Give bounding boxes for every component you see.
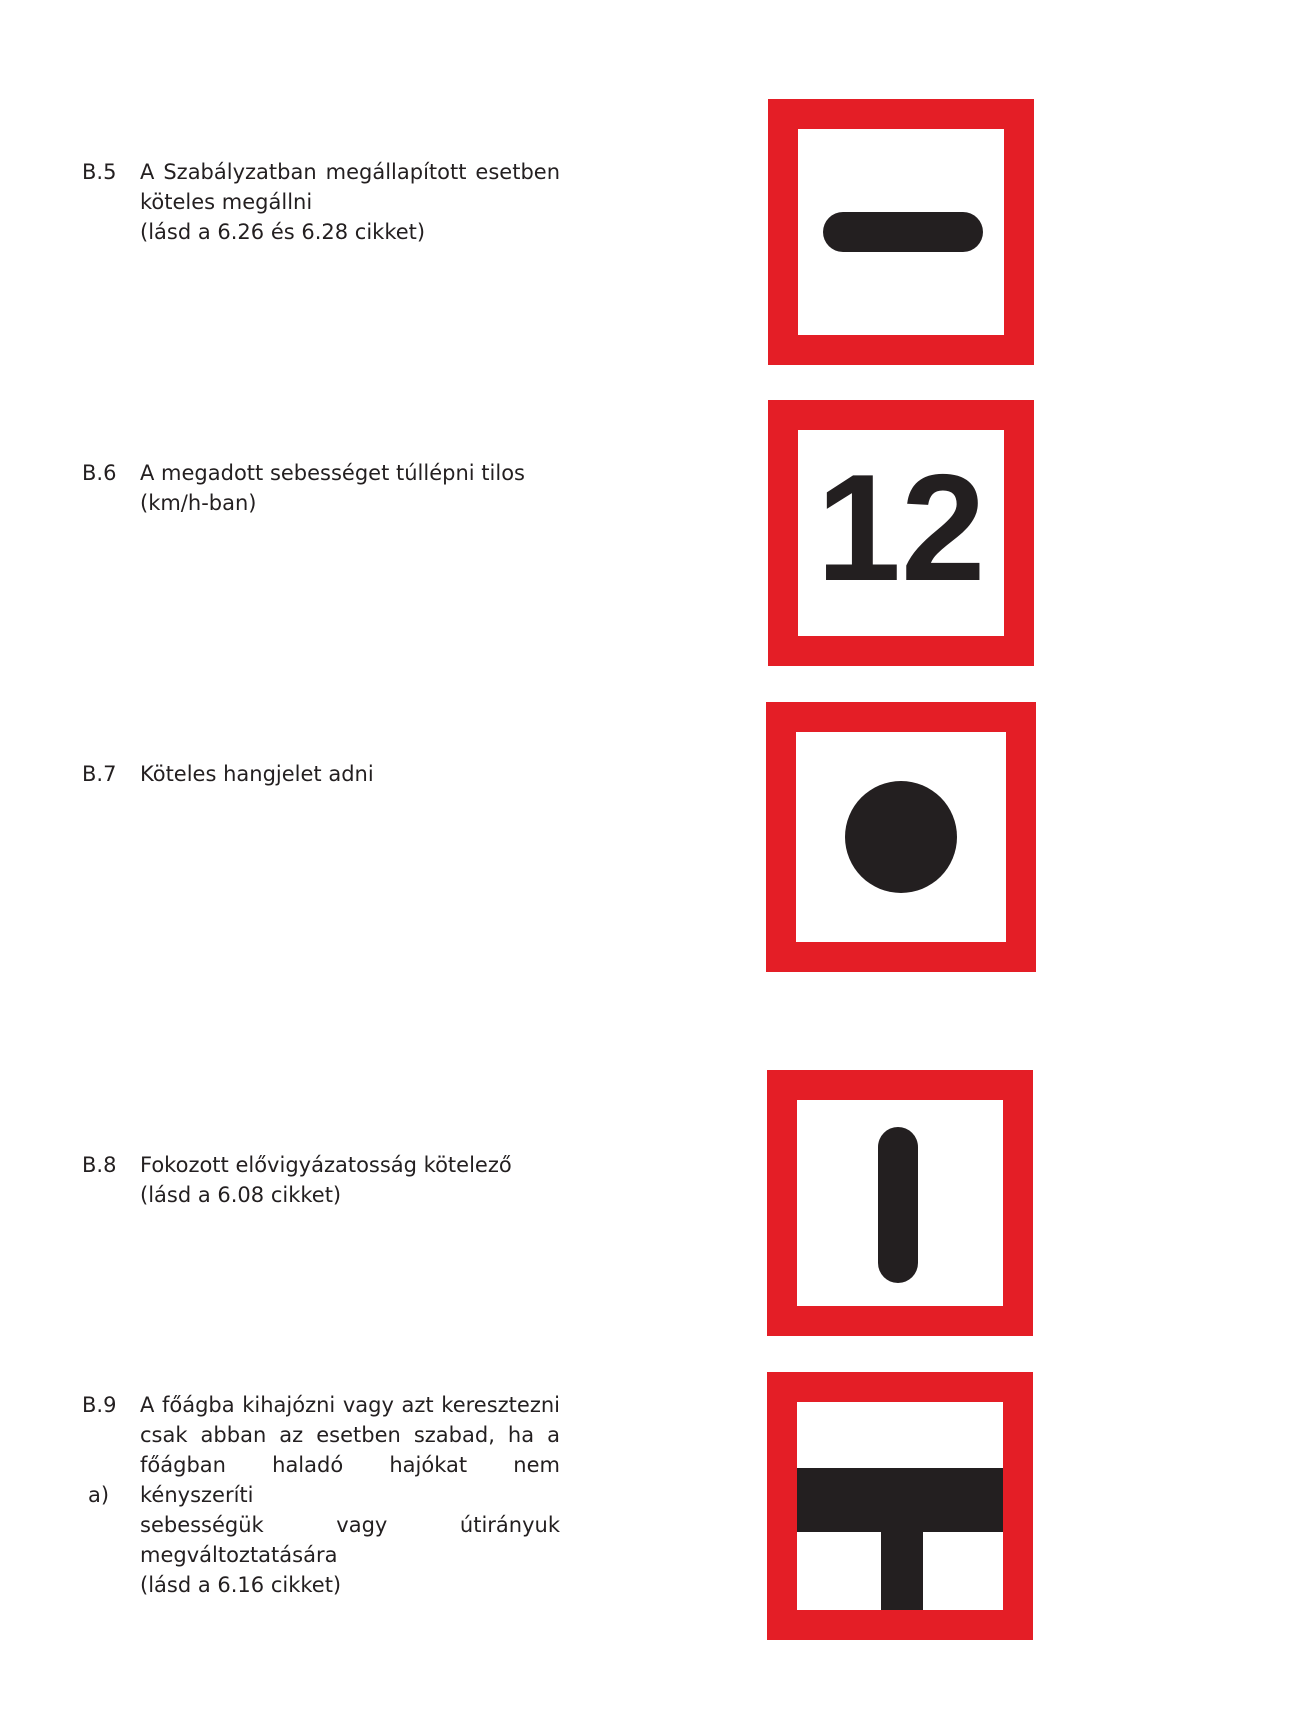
entry-b8 (82, 1150, 560, 1210)
entry-text-line: (lásd a 6.26 és 6.28 cikket) (140, 220, 426, 244)
filled-circle-shape (845, 781, 957, 893)
sign-b7-filled-circle-icon (766, 702, 1036, 972)
entry-text-line: Köteles hangjelet adni (140, 762, 374, 786)
entry-code: B.6 (82, 461, 117, 485)
entry-text-line: A megadott sebességet túllépni tilos (140, 461, 525, 485)
entry-text-line: köteles megállni (140, 190, 313, 214)
entry-text (140, 1150, 560, 1210)
entry-text-line: sebességük vagy útirányuk (140, 1513, 560, 1537)
entry-text-line: (lásd a 6.16 cikket) (140, 1573, 342, 1597)
sign-b9-t-junction-icon (767, 1372, 1033, 1640)
sign-b8-vertical-bar-icon (767, 1070, 1033, 1336)
entry-code: B.7 (82, 762, 117, 786)
entry-text-line: (km/h-ban) (140, 491, 257, 515)
entry-text (140, 1390, 560, 1600)
entry-code: B.9 (82, 1393, 117, 1417)
entry-text-line: A Szabályzatban megállapított esetben (140, 160, 560, 184)
side-channel-shape (881, 1530, 923, 1610)
entry-text-line: megváltoztatására (140, 1543, 338, 1567)
entry-text (140, 458, 560, 518)
entry-code: B.8 (82, 1153, 117, 1177)
entry-b5 (82, 157, 560, 247)
entry-text-line: csak abban az esetben szabad, ha a (140, 1423, 560, 1447)
sign-b6-speed-limit-icon (768, 400, 1034, 666)
entry-text-line: Fokozott elővigyázatosság kötelező (140, 1153, 512, 1177)
entry-code: B.5 (82, 160, 117, 184)
entry-b9 (82, 1390, 560, 1600)
entry-text-line: főágban haladó hajókat nem kényszeríti (140, 1453, 560, 1507)
entry-text (140, 759, 560, 789)
main-channel-shape (797, 1468, 1003, 1532)
entry-text (140, 157, 560, 247)
speed-limit-number: 12 (816, 443, 986, 613)
entry-b7 (82, 759, 560, 789)
entry-text-line: A főágba kihajózni vagy azt keresztezni (140, 1393, 560, 1417)
entry-sub-label: a) (88, 1483, 110, 1507)
entry-b6 (82, 458, 560, 518)
entry-text-line: (lásd a 6.08 cikket) (140, 1183, 342, 1207)
sign-b5-horizontal-bar-icon (768, 99, 1034, 365)
